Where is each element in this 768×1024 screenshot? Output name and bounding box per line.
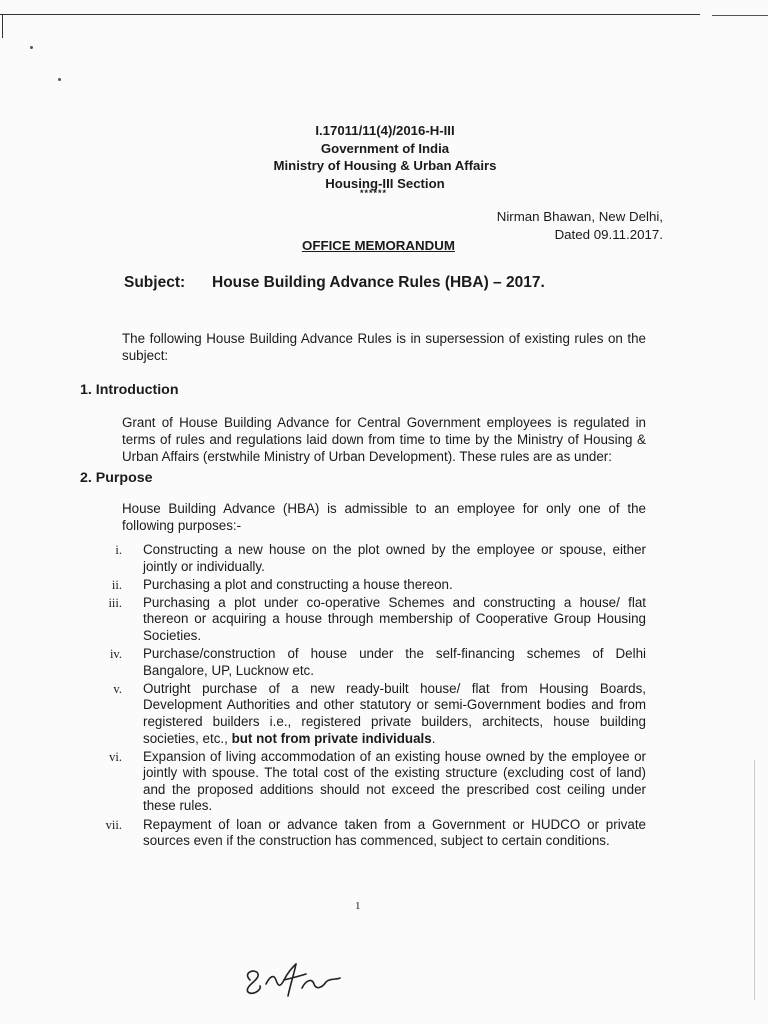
handwritten-signature: [236, 950, 366, 1000]
list-item-text: Purchase/construction of house under the self-financing schemes of Delhi Bangalore, UP, Lucknow etc.: [143, 646, 646, 678]
purpose-paragraph: [80, 500, 646, 534]
scan-border-top: [0, 14, 700, 15]
intro-paragraph: [80, 330, 646, 364]
list-item-text: Repayment of loan or advance taken from a Government or HUDCO or private sources even if the construction has commenced, subject to certain conditions.: [143, 816, 646, 849]
section-heading-introduction: 1. Introduction: [80, 382, 179, 398]
list-item: [80, 542, 646, 575]
list-item: [80, 817, 646, 850]
list-item-number: iv.: [109, 647, 122, 662]
list-item: [80, 749, 646, 815]
list-item-number: ii.: [111, 577, 122, 592]
place-and-date: [497, 208, 663, 244]
subject-text: House Building Advance Rules (HBA) – 2017.: [212, 274, 545, 291]
list-item-text: Constructing a new house on the plot owned by the employee or spouse, either jointly or individually.: [143, 542, 646, 574]
list-item-text: Expansion of living accommodation of an existing house owned by the employee or jointly with spouse. The total cost of the existing structure (excluding cost of land) and the proposed additions should not exceed the prescribed cost ceiling under these rules.: [143, 748, 646, 814]
list-item-text: Purchasing a plot under co-operative Schemes and constructing a house/ flat thereon or acquiring a house through membership of Cooperative Group Housing Societies.: [143, 594, 646, 643]
section-heading-purpose: 2. Purpose: [80, 470, 153, 486]
list-item-number: i.: [115, 543, 122, 557]
ministry-name: Ministry of Housing & Urban Affairs: [273, 158, 497, 173]
list-item-number: vii.: [105, 817, 122, 832]
document-header: [210, 122, 560, 192]
list-item-number: vi.: [109, 749, 122, 764]
list-item-number: v.: [113, 681, 122, 696]
separator-stars: ******: [360, 188, 388, 198]
intro-text: The following House Building Advance Rules is in supersession of existing rules on the subject:: [122, 331, 646, 363]
page-number: 1: [355, 900, 361, 912]
scan-margin-line: [754, 760, 755, 1000]
list-item-number: iii.: [108, 595, 122, 610]
introduction-text: Grant of House Building Advance for Central Government employees is regulated in terms of rules and regulations laid down from time to time by the Ministry of Housing & Urban Affairs (erstwhile Ministry of Urban Development). These rules are as under:: [122, 415, 646, 464]
list-item-text: Outright purchase of a new ready-built house/ flat from Housing Boards, Development Authorities and other statutory or semi-Government bodies and from registered builders i.e., registered private builders, architects, house building societies, etc.,: [143, 680, 646, 746]
list-item: [80, 646, 646, 679]
purpose-list: [80, 542, 646, 851]
section-name: Housing-III Section: [325, 175, 445, 191]
government-name: Government of India: [320, 140, 450, 156]
memo-title: OFFICE MEMORANDUM: [302, 238, 455, 253]
file-number: I.17011/11(4)/2016-H-III: [315, 123, 455, 138]
scan-speck: [58, 78, 61, 81]
list-item: [80, 595, 646, 645]
list-item-text: Purchasing a plot and constructing a house thereon.: [143, 576, 453, 592]
purpose-text: House Building Advance (HBA) is admissible to an employee for only one of the following purposes:-: [122, 501, 646, 533]
introduction-paragraph: [80, 414, 646, 465]
list-item-bold-text: but not from private individuals: [231, 730, 432, 746]
scan-border-right: [712, 15, 768, 16]
list-item-tail: .: [431, 730, 436, 746]
list-item: [80, 577, 646, 594]
subject-label: Subject:: [124, 274, 186, 291]
list-item: [80, 681, 646, 747]
date: Dated 09.11.2017.: [554, 227, 663, 242]
scan-speck: [30, 46, 33, 49]
scan-border-left: [2, 14, 3, 38]
subject-line: [124, 274, 545, 292]
location: Nirman Bhawan, New Delhi,: [496, 209, 663, 224]
